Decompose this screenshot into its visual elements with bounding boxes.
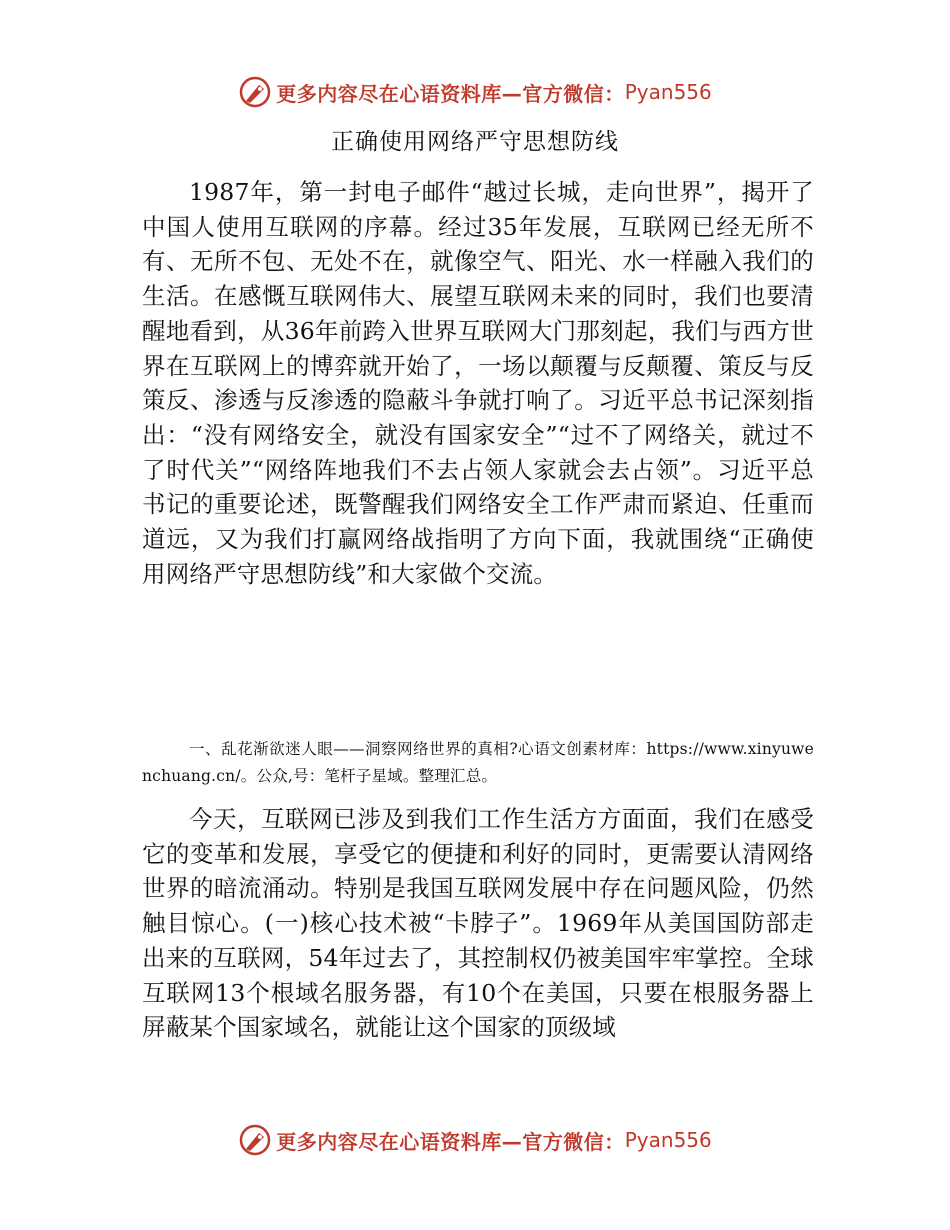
banner-wechat-handle: Pyan556 bbox=[624, 80, 712, 104]
body-paragraph-intro: 1987年，第一封电子邮件“越过长城，走向世界”，揭开了中国人使用互联网的序幕。经过35年发展，互联网已经无所不有、无所不包、无处不在，就像空气、阳光、水一样融入我们的生活。在感慨互联网伟大、展望互联网未来的同时，我们也要清醒地看到，从36年前跨入世界互联网大门那刻起，我们与西方世界在互联网上的博弈就开始了，一场以颠覆与反颠覆、策反与反策反、渗透与反渗透的隐蔽斗争就打响了。习近平总书记深刻指出：“没有网络安全，就没有国家安全”“过不了网络关，就过不了时代关”“网络阵地我们不去占领人家就会去占领”。习近平总书记的重要论述，既警醒我们网络安全工作严肃而紧迫、任重而道远，又为我们打赢网络战指明了方向下面，我就围绕“正确使用网络严守思想防线”和大家做个交流。 bbox=[142, 178, 814, 588]
banner-text: 更多内容尽在心语资料库—官方微信： bbox=[276, 1129, 625, 1154]
pen-nib-circle-icon bbox=[238, 75, 272, 109]
document-title: 正确使用网络严守思想防线 bbox=[331, 129, 619, 155]
header-watermark-banner bbox=[0, 72, 950, 112]
body-paragraph-section-one: 今天，互联网已涉及到我们工作生活方方面面，我们在感受它的变革和发展，享受它的便捷和利好的同时，更需要认清网络世界的暗流涌动。特别是我国互联网发展中存在问题风险，仍然触目惊心。(一)核心技术被“卡脖子”。1969年从美国国防部走出来的互联网，54年过去了，其控制权仍被美国牢牢掌控。全球互联网13个根域名服务器，有10个在美国，只要在根服务器上屏蔽某个国家域名，就能让这个国家的顶级域 bbox=[142, 805, 814, 1042]
section-heading: 一、乱花渐欲迷人眼——洞察网络世界的真相?心语文创素材库：https://www.xinyuwenchuang.cn/。公众,号：笔杆子星域。整理汇总。 bbox=[142, 740, 814, 785]
banner-wechat-handle: Pyan556 bbox=[624, 1128, 712, 1152]
footer-watermark-banner bbox=[0, 1120, 950, 1160]
banner-text: 更多内容尽在心语资料库—官方微信： bbox=[276, 81, 625, 106]
pen-nib-circle-icon bbox=[238, 1123, 272, 1157]
